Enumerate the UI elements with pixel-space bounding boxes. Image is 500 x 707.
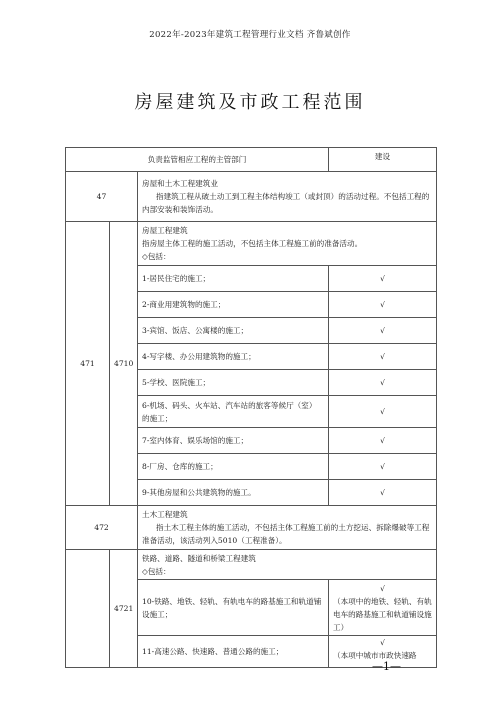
desc-4710: 指房屋主体工程的施工活动，不包括主体工程施工前的准备活动。: [142, 239, 363, 248]
item-text: 3-宾馆、饭店、公寓楼的施工；: [138, 318, 329, 344]
check-mark: √: [329, 480, 437, 506]
item-text: 4-写字楼、办公用建筑物的施工；: [138, 344, 329, 370]
check-mark: √: [329, 292, 437, 318]
desc-4721-cell: [138, 550, 437, 580]
check-mark: √: [329, 318, 437, 344]
page-number: —1—: [372, 660, 401, 673]
check-mark: √: [329, 428, 437, 454]
item-text: 9-其他房屋和公共建筑物的施工。: [138, 480, 329, 506]
item-note: （本项中城市市政快速路: [333, 651, 417, 660]
title-4710: 房屋工程建筑: [142, 226, 188, 235]
construction-header-cell: 建设: [329, 148, 437, 172]
check-mark: √: [380, 583, 385, 593]
page-header: 2022年-2023年建筑工程管理行业文档 齐鲁斌创作: [149, 30, 351, 40]
blank-cell: [66, 550, 110, 668]
scope-table: [65, 147, 437, 668]
table-row-472: [66, 506, 437, 550]
title-472: 土木工程建筑: [142, 510, 188, 519]
item-text: 10-铁路、地铁、轻轨、有轨电车的路基施工和轨道铺设施工；: [138, 580, 329, 636]
include-4721: ◇包括：: [142, 566, 171, 576]
title-47: 房屋和土木工程建筑业: [142, 179, 218, 188]
table-row-4710-intro: [66, 222, 437, 266]
check-mark: √: [329, 454, 437, 480]
table-row-4721-intro: [66, 550, 437, 580]
check-mark: √: [329, 344, 437, 370]
table-header-row: [66, 148, 437, 172]
desc-47: 指建筑工程从破土动工到工程主体结构竣工（或封顶）的活动过程。不包括工程的内部安装和装饰活动。: [142, 192, 430, 214]
item-text: 8-厂房、仓库的施工；: [138, 454, 329, 480]
table-row-47: [66, 172, 437, 222]
item-text: 6-机场、码头、火车站、汽车站的旅客等候厅（室）的施工；: [138, 396, 329, 428]
check-mark: √: [380, 638, 385, 647]
code-4710: 4710: [110, 222, 138, 506]
code-4721: 4721: [110, 550, 138, 668]
desc-472: 指土木工程主体的施工活动，不包括主体工程施工前的土方挖运、拆除爆破等工程准备活动，该活动列入5010（工程准备）。: [142, 523, 430, 545]
title-4721: 铁路、道路、隧道和桥梁工程建筑: [142, 553, 256, 563]
code-47: 47: [66, 172, 138, 222]
desc-4710-cell: [138, 222, 437, 266]
code-471: 471: [66, 222, 110, 506]
include-4710: ◇包括：: [142, 252, 171, 261]
item-text: 5-学校、医院施工；: [138, 370, 329, 396]
check-mark: √: [329, 370, 437, 396]
page-title: 房屋建筑及市政工程范围: [134, 92, 366, 113]
desc-472-cell: [138, 506, 437, 550]
check-mark: √: [329, 266, 437, 292]
code-472: 472: [66, 506, 138, 550]
item-note: （本项中的地铁、轻轨、有轨电车的路基施工和轨道铺设施工）: [333, 596, 432, 632]
item-text: 1-居民住宅的施工；: [138, 266, 329, 292]
check-mark: √: [329, 396, 437, 428]
item-10-mark-cell: [329, 580, 437, 636]
item-text: 11-高速公路、快速路、普通公路的施工；: [138, 636, 329, 668]
desc-47-cell: [138, 172, 437, 222]
dept-header-cell: 负责监管相应工程的主管部门: [66, 148, 329, 172]
item-text: 2-商业用建筑物的施工；: [138, 292, 329, 318]
item-text: 7-室内体育、娱乐场馆的施工；: [138, 428, 329, 454]
